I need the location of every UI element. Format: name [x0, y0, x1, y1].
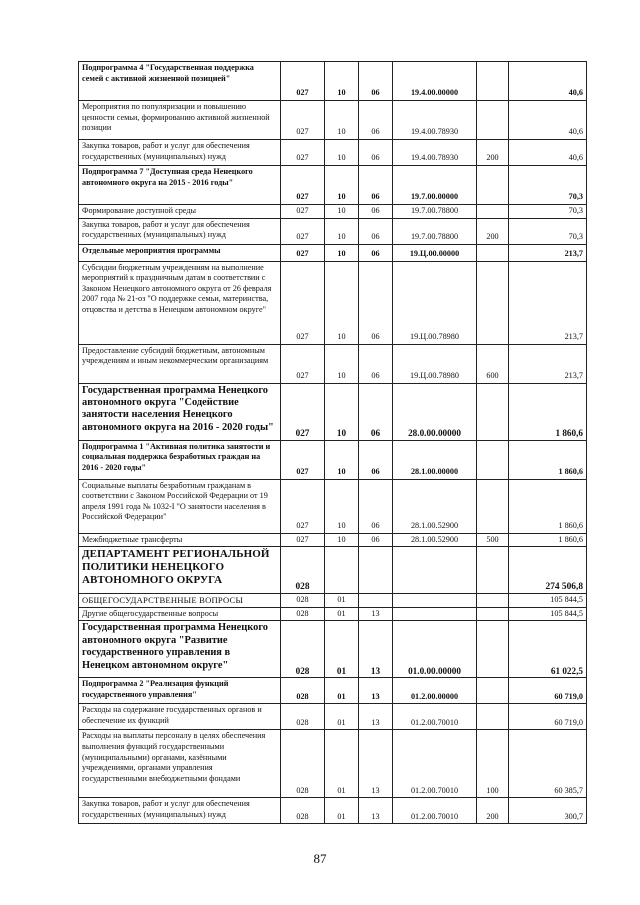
row-section: 10 [325, 244, 359, 261]
row-subsection: 06 [359, 533, 393, 547]
row-subsection: 06 [359, 101, 393, 140]
row-amount: 105 844,5 [509, 607, 587, 621]
row-amount: 40,6 [509, 101, 587, 140]
row-expense-type [477, 547, 509, 594]
row-expense-type: 500 [477, 533, 509, 547]
table-row [79, 607, 587, 621]
row-amount: 213,7 [509, 261, 587, 344]
row-target-article [393, 594, 477, 608]
row-section: 01 [325, 704, 359, 730]
row-name: Субсидии бюджетным учреждениям на выполнение мероприятий к праздничным датам в соответствии с Законом Ненецкого автономного округа от 26 февраля 2007 года № 21-оз "О поддержке семьи, материнства, отцовства и детства в Ненецком автономном округе" [79, 261, 281, 344]
row-name: Другие общегосударственные вопросы [79, 607, 281, 621]
row-grbs: 027 [281, 244, 325, 261]
table-row [79, 440, 587, 479]
row-expense-type [477, 383, 509, 440]
table-row [79, 140, 587, 166]
row-grbs: 027 [281, 479, 325, 533]
table-row [79, 704, 587, 730]
table-row [79, 101, 587, 140]
table-row [79, 205, 587, 219]
row-amount: 1 860,6 [509, 533, 587, 547]
row-name: Отдельные мероприятия программы [79, 244, 281, 261]
row-amount: 61 022,5 [509, 621, 587, 678]
row-target-article: 19.7.00.78800 [393, 218, 477, 244]
row-grbs: 028 [281, 607, 325, 621]
row-amount: 70,3 [509, 166, 587, 205]
row-subsection [359, 594, 393, 608]
row-amount: 213,7 [509, 244, 587, 261]
table-row [79, 678, 587, 704]
row-grbs: 028 [281, 547, 325, 594]
row-grbs: 028 [281, 621, 325, 678]
table-row [79, 798, 587, 824]
row-amount: 300,7 [509, 798, 587, 824]
row-subsection: 06 [359, 479, 393, 533]
table-row [79, 730, 587, 798]
row-name: Подпрограмма 1 "Активная политика занятости и социальная поддержка безработных граждан на 2016 - 2020 годы" [79, 440, 281, 479]
row-grbs: 027 [281, 166, 325, 205]
row-subsection [359, 547, 393, 594]
row-section: 10 [325, 344, 359, 383]
row-target-article: 28.0.00.00000 [393, 383, 477, 440]
row-target-article: 19.4.00.78930 [393, 140, 477, 166]
table-row [79, 344, 587, 383]
row-subsection: 13 [359, 704, 393, 730]
row-grbs: 027 [281, 101, 325, 140]
row-amount: 213,7 [509, 344, 587, 383]
row-amount: 274 506,8 [509, 547, 587, 594]
row-section: 01 [325, 730, 359, 798]
row-target-article: 19.Ц.00.00000 [393, 244, 477, 261]
row-name: Формирование доступной среды [79, 205, 281, 219]
row-target-article: 28.1.00.52900 [393, 533, 477, 547]
table-row [79, 547, 587, 594]
row-section: 10 [325, 205, 359, 219]
row-section: 10 [325, 101, 359, 140]
row-target-article: 19.Ц.00.78980 [393, 344, 477, 383]
row-section [325, 547, 359, 594]
table-row [79, 594, 587, 608]
row-expense-type [477, 440, 509, 479]
row-section: 01 [325, 621, 359, 678]
row-target-article: 01.2.00.70010 [393, 798, 477, 824]
row-expense-type: 200 [477, 140, 509, 166]
table-row [79, 244, 587, 261]
row-grbs: 028 [281, 704, 325, 730]
row-amount: 40,6 [509, 140, 587, 166]
row-name: Предоставление субсидий бюджетным, автономным учреждениям и иным некоммерческим организациям [79, 344, 281, 383]
row-section: 01 [325, 798, 359, 824]
row-name: ОБЩЕГОСУДАРСТВЕННЫЕ ВОПРОСЫ [79, 594, 281, 608]
row-amount: 70,3 [509, 205, 587, 219]
table-row [79, 621, 587, 678]
row-section: 10 [325, 533, 359, 547]
row-expense-type: 100 [477, 730, 509, 798]
row-name: Закупка товаров, работ и услуг для обеспечения государственных (муниципальных) нужд [79, 140, 281, 166]
row-section: 10 [325, 383, 359, 440]
row-subsection: 13 [359, 607, 393, 621]
row-grbs: 028 [281, 798, 325, 824]
table-row [79, 261, 587, 344]
row-amount: 60 385,7 [509, 730, 587, 798]
row-subsection: 13 [359, 678, 393, 704]
row-subsection: 06 [359, 166, 393, 205]
row-grbs: 027 [281, 218, 325, 244]
row-subsection: 13 [359, 621, 393, 678]
row-amount: 1 860,6 [509, 440, 587, 479]
row-subsection: 06 [359, 62, 393, 101]
table-row [79, 383, 587, 440]
row-name: Расходы на выплаты персоналу в целях обеспечения выполнения функций государственными (муниципальными) органами, казёнными учреждениями, органами управления государственными внебюджетными фондами [79, 730, 281, 798]
row-expense-type: 600 [477, 344, 509, 383]
row-subsection: 13 [359, 798, 393, 824]
row-grbs: 027 [281, 205, 325, 219]
row-section: 10 [325, 166, 359, 205]
row-expense-type [477, 166, 509, 205]
row-grbs: 028 [281, 594, 325, 608]
row-expense-type [477, 704, 509, 730]
row-section: 01 [325, 678, 359, 704]
row-subsection: 06 [359, 440, 393, 479]
row-grbs: 027 [281, 140, 325, 166]
row-section: 10 [325, 140, 359, 166]
row-amount: 1 860,6 [509, 383, 587, 440]
row-expense-type [477, 62, 509, 101]
row-target-article [393, 547, 477, 594]
row-subsection: 06 [359, 205, 393, 219]
row-target-article: 01.0.00.00000 [393, 621, 477, 678]
row-expense-type: 200 [477, 218, 509, 244]
table-row [79, 533, 587, 547]
row-target-article: 19.7.00.00000 [393, 166, 477, 205]
row-name: Государственная программа Ненецкого автономного округа "Содействие занятости населения Ненецкого автономного округа на 2016 - 2020 годы" [79, 383, 281, 440]
row-name: Закупка товаров, работ и услуг для обеспечения государственных (муниципальных) нужд [79, 218, 281, 244]
row-target-article: 01.2.00.70010 [393, 704, 477, 730]
row-grbs: 027 [281, 440, 325, 479]
row-expense-type [477, 678, 509, 704]
row-section: 10 [325, 218, 359, 244]
row-expense-type [477, 261, 509, 344]
row-section: 01 [325, 607, 359, 621]
row-section: 10 [325, 440, 359, 479]
row-grbs: 028 [281, 730, 325, 798]
row-target-article [393, 607, 477, 621]
table-row [79, 62, 587, 101]
row-target-article: 01.2.00.00000 [393, 678, 477, 704]
row-subsection: 06 [359, 244, 393, 261]
row-target-article: 19.4.00.00000 [393, 62, 477, 101]
row-name: Подпрограмма 2 "Реализация функций государственного управления" [79, 678, 281, 704]
row-expense-type [477, 621, 509, 678]
row-grbs: 027 [281, 261, 325, 344]
row-target-article: 28.1.00.00000 [393, 440, 477, 479]
row-name: ДЕПАРТАМЕНТ РЕГИОНАЛЬНОЙ ПОЛИТИКИ НЕНЕЦКОГО АВТОНОМНОГО ОКРУГА [79, 547, 281, 594]
row-name: Подпрограмма 4 "Государственная поддержка семей с активной жизненной позицией" [79, 62, 281, 101]
row-target-article: 19.7.00.78800 [393, 205, 477, 219]
budget-table [78, 61, 587, 824]
row-name: Подпрограмма 7 "Доступная среда Ненецкого автономного округа на 2015 - 2016 годы" [79, 166, 281, 205]
budget-table-body [79, 62, 587, 824]
row-subsection: 06 [359, 344, 393, 383]
table-row [79, 218, 587, 244]
row-grbs: 027 [281, 533, 325, 547]
row-section: 10 [325, 261, 359, 344]
row-expense-type: 200 [477, 798, 509, 824]
row-name: Межбюджетные трансферты [79, 533, 281, 547]
row-name: Мероприятия по популяризации и повышению ценности семьи, формированию активной жизненной позиции [79, 101, 281, 140]
row-amount: 1 860,6 [509, 479, 587, 533]
table-row [79, 166, 587, 205]
row-expense-type [477, 607, 509, 621]
row-amount: 60 719,0 [509, 678, 587, 704]
row-grbs: 027 [281, 383, 325, 440]
row-target-article: 01.2.00.70010 [393, 730, 477, 798]
row-expense-type [477, 101, 509, 140]
row-subsection: 06 [359, 383, 393, 440]
row-subsection: 06 [359, 218, 393, 244]
row-subsection: 06 [359, 140, 393, 166]
row-expense-type [477, 205, 509, 219]
page-number: 87 [313, 851, 327, 866]
row-name: Закупка товаров, работ и услуг для обеспечения государственных (муниципальных) нужд [79, 798, 281, 824]
row-name: Расходы на содержание государственных органов и обеспечение их функций [79, 704, 281, 730]
row-grbs: 027 [281, 62, 325, 101]
row-amount: 40,6 [509, 62, 587, 101]
row-section: 01 [325, 594, 359, 608]
row-amount: 70,3 [509, 218, 587, 244]
row-name: Государственная программа Ненецкого автономного округа "Развитие государственного управления в Ненецком автономном округе" [79, 621, 281, 678]
row-subsection: 13 [359, 730, 393, 798]
row-target-article: 19.4.00.78930 [393, 101, 477, 140]
row-target-article: 19.Ц.00.78980 [393, 261, 477, 344]
row-expense-type [477, 479, 509, 533]
row-expense-type [477, 244, 509, 261]
row-grbs: 027 [281, 344, 325, 383]
row-grbs: 028 [281, 678, 325, 704]
row-target-article: 28.1.00.52900 [393, 479, 477, 533]
row-amount: 105 844,5 [509, 594, 587, 608]
row-expense-type [477, 594, 509, 608]
row-section: 10 [325, 62, 359, 101]
table-row [79, 479, 587, 533]
row-section: 10 [325, 479, 359, 533]
row-name: Социальные выплаты безработным гражданам в соответствии с Законом Российской Федерации от 19 апреля 1991 года № 1032-I "О занятости населения в Российской Федерации" [79, 479, 281, 533]
row-amount: 60 719,0 [509, 704, 587, 730]
row-subsection: 06 [359, 261, 393, 344]
